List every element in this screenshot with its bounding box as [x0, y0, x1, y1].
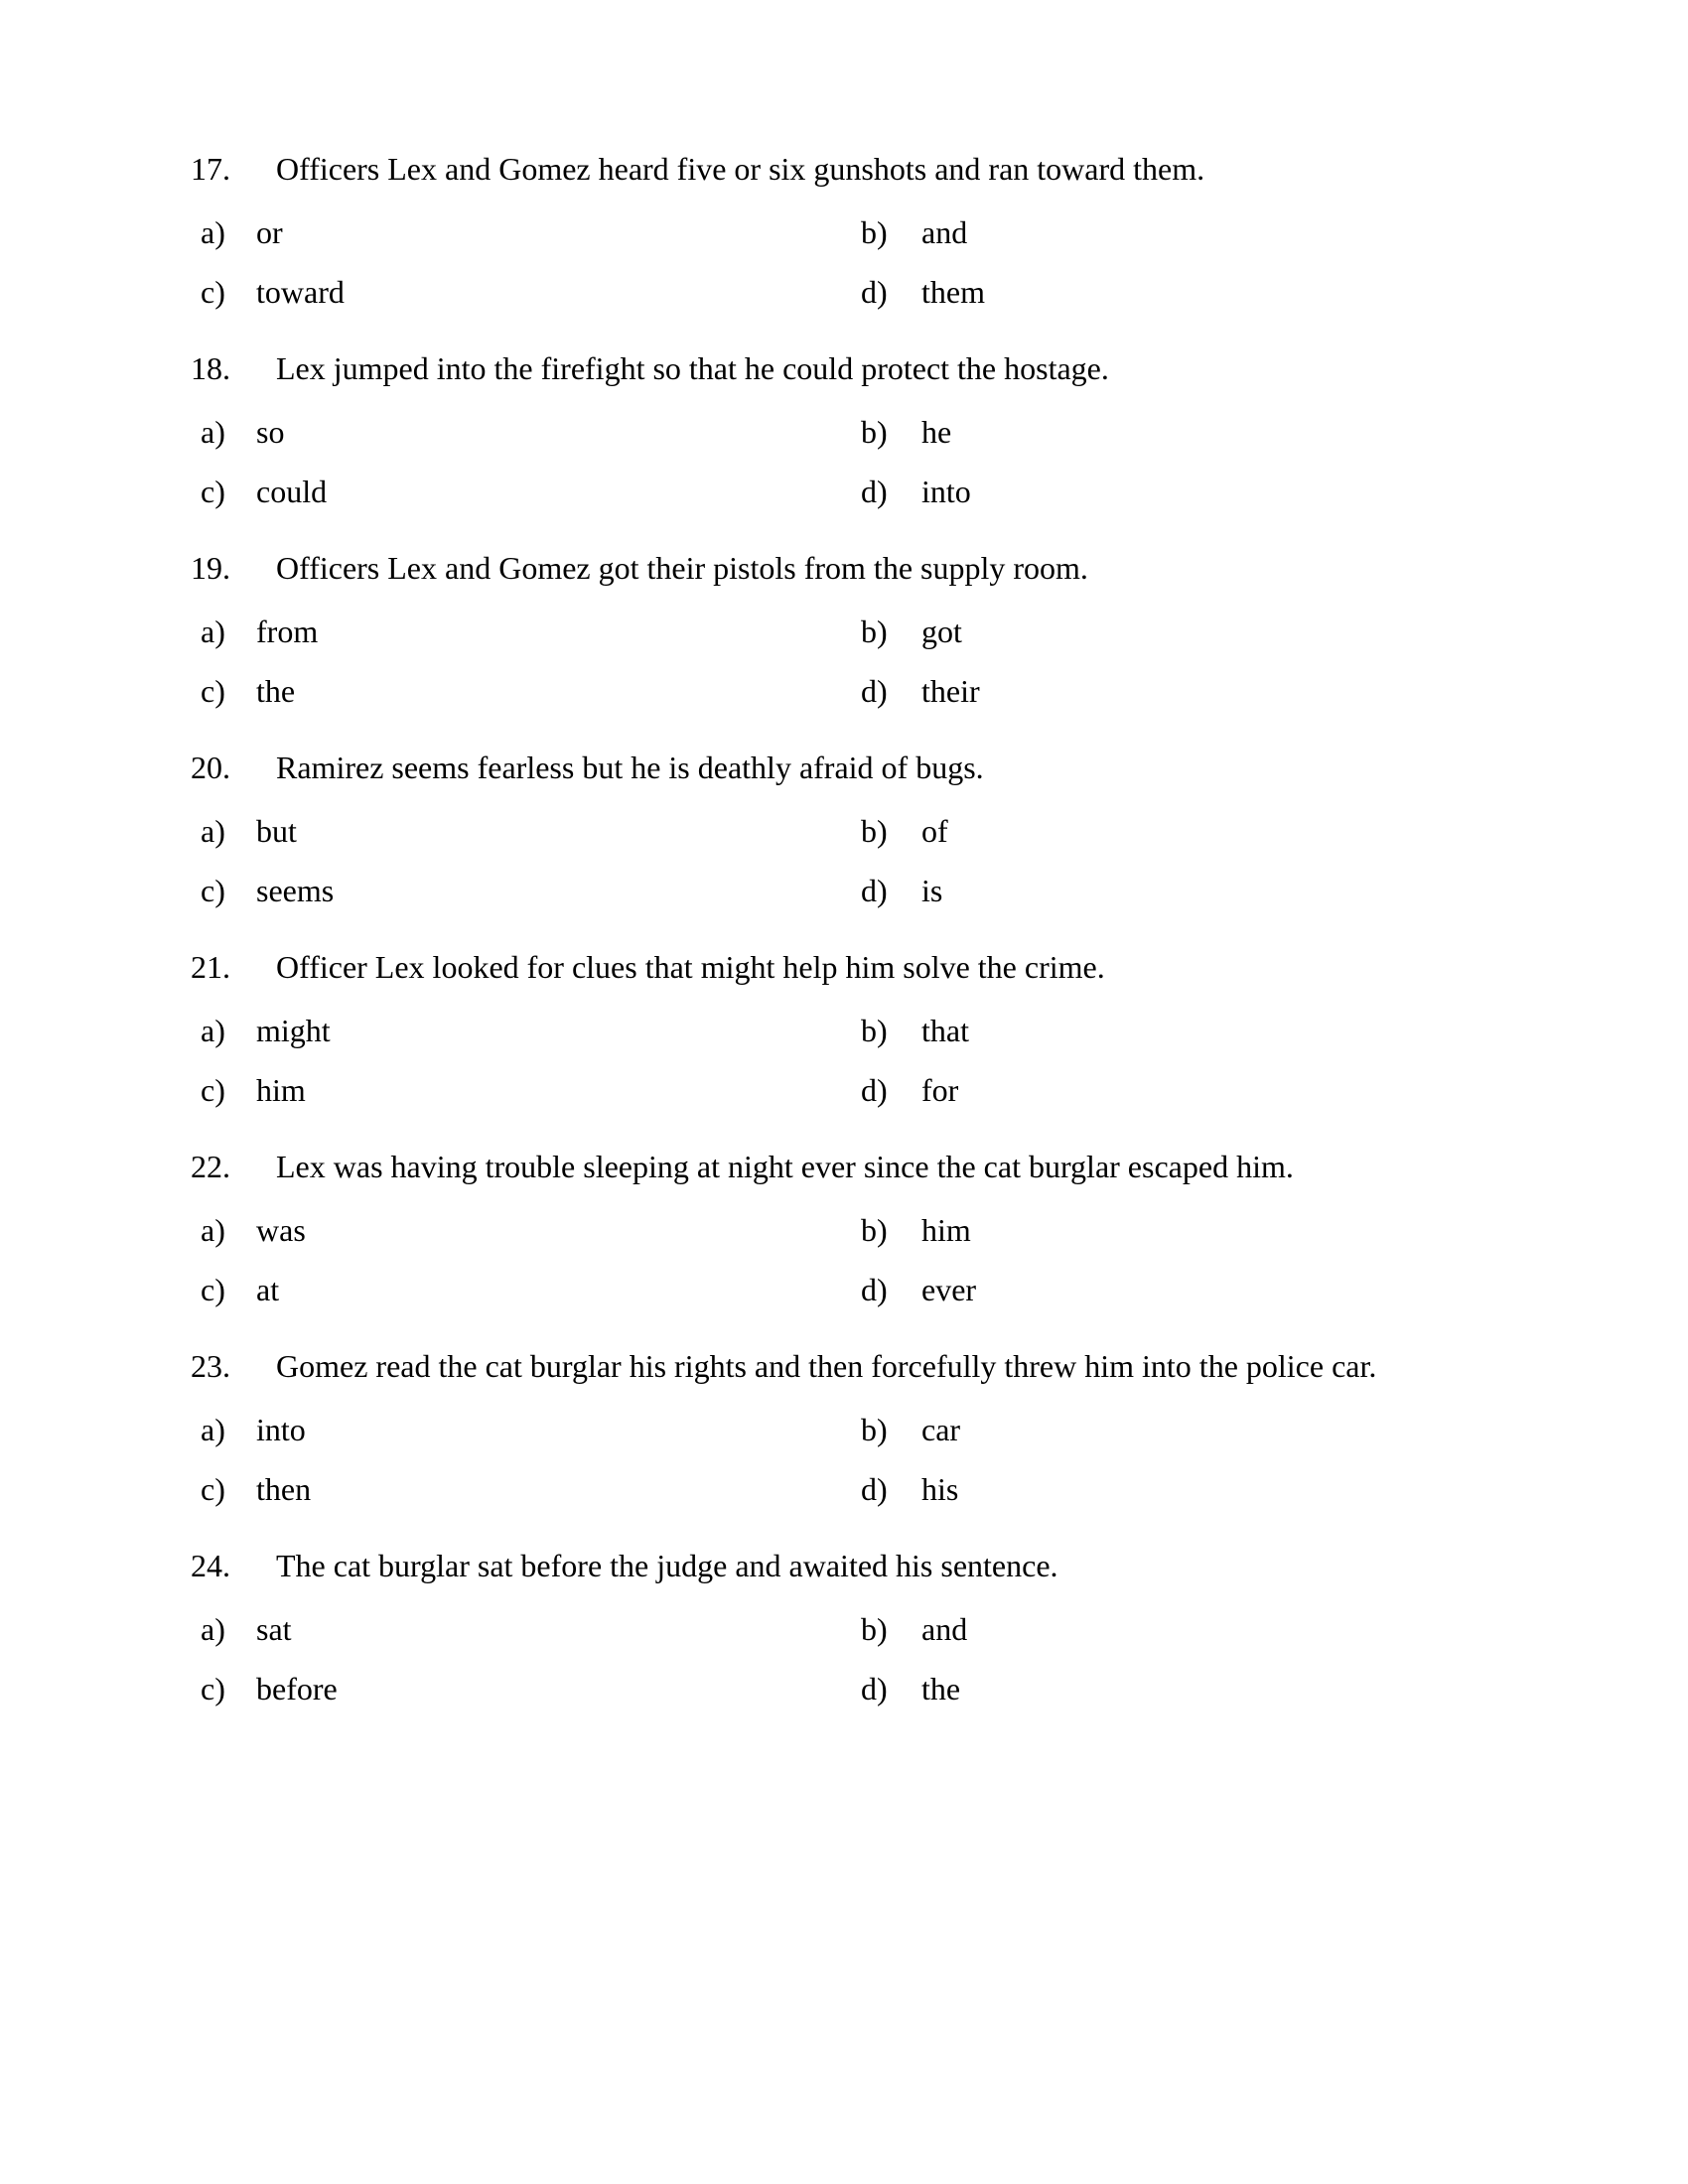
- question-number: 22.: [191, 1149, 230, 1184]
- option-row: [0, 1472, 1688, 1506]
- question-line: [0, 1349, 1688, 1383]
- option-letter-b: b): [861, 1013, 888, 1048]
- option-letter-b: b): [861, 614, 888, 649]
- option-text-c: then: [256, 1471, 312, 1507]
- option-text-a: was: [256, 1212, 306, 1248]
- option-letter-a: a): [201, 1212, 225, 1248]
- option-letter-b: b): [861, 214, 888, 250]
- question-text: The cat burglar sat before the judge and awaited his sentence.: [276, 1548, 1058, 1583]
- question-text: Gomez read the cat burglar his rights and then forcefully threw him into the police car.: [276, 1348, 1377, 1384]
- question-number: 18.: [191, 350, 230, 386]
- option-text-a: or: [256, 214, 283, 250]
- option-text-c: the: [256, 673, 296, 709]
- option-letter-c: c): [201, 873, 225, 908]
- option-text-d: ever: [921, 1272, 977, 1307]
- option-text-d: the: [921, 1671, 961, 1706]
- option-text-b: car: [921, 1412, 961, 1447]
- question-number: 24.: [191, 1548, 230, 1583]
- option-text-a: but: [256, 813, 297, 849]
- question-block-21: [0, 950, 1688, 1107]
- option-row: [0, 415, 1688, 449]
- question-block-17: [0, 152, 1688, 309]
- option-letter-c: c): [201, 1471, 225, 1507]
- question-line: [0, 1150, 1688, 1183]
- option-row: [0, 1413, 1688, 1446]
- question-number: 17.: [191, 151, 230, 187]
- option-text-c: could: [256, 474, 328, 509]
- option-letter-c: c): [201, 1272, 225, 1307]
- option-text-a: sat: [256, 1611, 292, 1647]
- question-text: Lex jumped into the firefight so that he could protect the hostage.: [276, 350, 1109, 386]
- option-row: [0, 475, 1688, 508]
- question-line: [0, 1549, 1688, 1582]
- option-letter-d: d): [861, 873, 888, 908]
- option-row: [0, 874, 1688, 907]
- question-number: 20.: [191, 750, 230, 785]
- option-letter-b: b): [861, 1212, 888, 1248]
- option-letter-c: c): [201, 673, 225, 709]
- question-number: 19.: [191, 550, 230, 586]
- option-text-a: into: [256, 1412, 306, 1447]
- option-letter-b: b): [861, 1611, 888, 1647]
- option-row: [0, 1014, 1688, 1047]
- question-number: 21.: [191, 949, 230, 985]
- option-letter-a: a): [201, 1412, 225, 1447]
- option-row: [0, 1672, 1688, 1706]
- question-text: Officers Lex and Gomez heard five or six gunshots and ran toward them.: [276, 151, 1205, 187]
- question-text: Officers Lex and Gomez got their pistols from the supply room.: [276, 550, 1088, 586]
- option-letter-a: a): [201, 214, 225, 250]
- option-text-c: toward: [256, 274, 345, 310]
- option-letter-b: b): [861, 414, 888, 450]
- question-block-18: [0, 351, 1688, 508]
- option-text-c: him: [256, 1072, 306, 1108]
- option-letter-a: a): [201, 813, 225, 849]
- question-line: [0, 351, 1688, 385]
- question-text: Ramirez seems fearless but he is deathly afraid of bugs.: [276, 750, 984, 785]
- question-line: [0, 950, 1688, 984]
- option-letter-d: d): [861, 1272, 888, 1307]
- option-letter-c: c): [201, 274, 225, 310]
- option-letter-d: d): [861, 474, 888, 509]
- option-row: [0, 674, 1688, 708]
- option-text-d: for: [921, 1072, 959, 1108]
- option-row: [0, 1612, 1688, 1646]
- option-text-c: before: [256, 1671, 338, 1706]
- option-letter-a: a): [201, 614, 225, 649]
- question-block-22: [0, 1150, 1688, 1306]
- option-letter-c: c): [201, 1072, 225, 1108]
- option-text-d: his: [921, 1471, 959, 1507]
- option-text-b: and: [921, 1611, 968, 1647]
- question-text: Officer Lex looked for clues that might help him solve the crime.: [276, 949, 1105, 985]
- option-letter-c: c): [201, 474, 225, 509]
- option-row: [0, 1213, 1688, 1247]
- question-block-23: [0, 1349, 1688, 1506]
- option-row: [0, 275, 1688, 309]
- option-text-b: him: [921, 1212, 971, 1248]
- option-text-a: from: [256, 614, 319, 649]
- option-row: [0, 614, 1688, 648]
- option-text-c: seems: [256, 873, 335, 908]
- option-letter-a: a): [201, 1611, 225, 1647]
- option-text-d: their: [921, 673, 980, 709]
- option-text-a: might: [256, 1013, 331, 1048]
- option-text-b: he: [921, 414, 952, 450]
- question-text: Lex was having trouble sleeping at night ever since the cat burglar escaped him.: [276, 1149, 1294, 1184]
- option-letter-b: b): [861, 1412, 888, 1447]
- option-letter-d: d): [861, 274, 888, 310]
- option-letter-a: a): [201, 414, 225, 450]
- question-line: [0, 751, 1688, 784]
- option-letter-b: b): [861, 813, 888, 849]
- option-text-b: that: [921, 1013, 969, 1048]
- option-text-b: of: [921, 813, 948, 849]
- option-letter-d: d): [861, 1072, 888, 1108]
- option-row: [0, 1073, 1688, 1107]
- option-text-b: got: [921, 614, 962, 649]
- question-line: [0, 551, 1688, 585]
- option-text-c: at: [256, 1272, 280, 1307]
- option-letter-a: a): [201, 1013, 225, 1048]
- option-row: [0, 215, 1688, 249]
- option-letter-d: d): [861, 1471, 888, 1507]
- option-text-d: into: [921, 474, 971, 509]
- option-letter-d: d): [861, 1671, 888, 1706]
- option-row: [0, 814, 1688, 848]
- question-block-20: [0, 751, 1688, 907]
- option-text-d: them: [921, 274, 985, 310]
- option-letter-d: d): [861, 673, 888, 709]
- option-text-b: and: [921, 214, 968, 250]
- option-row: [0, 1273, 1688, 1306]
- question-block-24: [0, 1549, 1688, 1706]
- question-line: [0, 152, 1688, 186]
- question-number: 23.: [191, 1348, 230, 1384]
- question-block-19: [0, 551, 1688, 708]
- option-letter-c: c): [201, 1671, 225, 1706]
- option-text-a: so: [256, 414, 285, 450]
- option-text-d: is: [921, 873, 943, 908]
